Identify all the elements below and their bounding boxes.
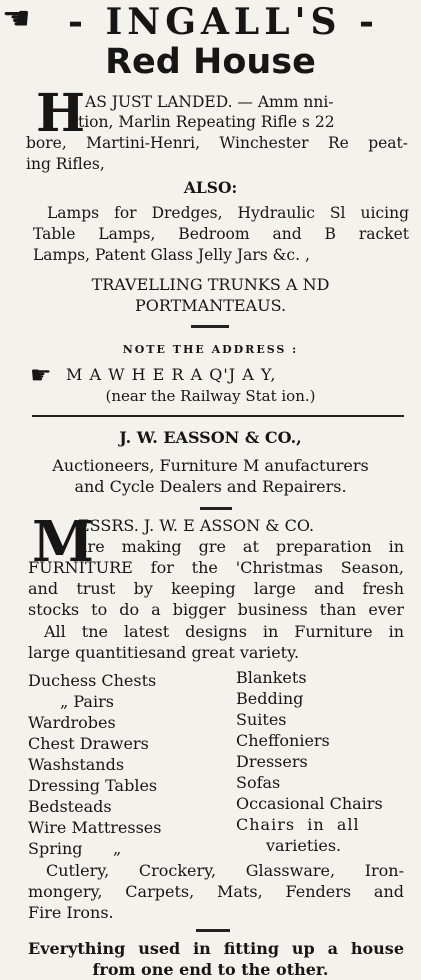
divider-short xyxy=(191,325,229,328)
lamps-line-3: Lamps, Patent Glass Jelly Jars &c. , xyxy=(33,246,310,264)
list-item: varieties. xyxy=(266,836,342,855)
trunks-line-2: PORTMANTEAUS. xyxy=(134,296,287,315)
easson-body-5: stocks to do a bigger business than ever xyxy=(28,600,404,619)
easson-body-3: FURNITURE for the 'Christmas Season, xyxy=(28,558,404,577)
easson-body-2: are making gre at preparation in xyxy=(78,537,404,556)
list-item: Wire Mattresses xyxy=(28,818,162,837)
trunks-line-1: TRAVELLING TRUNKS A ND xyxy=(91,275,330,294)
lamps-line-2: Table Lamps, Bedroom and B racket xyxy=(33,225,409,243)
list-item: „ Pairs xyxy=(60,692,114,711)
right-item-list xyxy=(236,667,411,856)
list-item: Dressers xyxy=(236,752,308,771)
cutlery-line-2: mongery, Carpets, Mats, Fenders and xyxy=(28,882,404,901)
list-item: Wardrobes xyxy=(28,713,116,732)
easson-tagline-2: and Cycle Dealers and Repairers. xyxy=(74,477,347,496)
list-item: Cheffoniers xyxy=(236,731,330,750)
pointing-hand-icon: ☛ xyxy=(30,361,52,389)
cutlery-line-3: Fire Irons. xyxy=(28,903,114,922)
list-item: Duchess Chests xyxy=(28,671,157,690)
list-item: Occasional Chairs xyxy=(236,794,383,813)
list-item: Dressing Tables xyxy=(28,776,158,795)
cutlery-line-1: Cutlery, Crockery, Glassware, Iron- xyxy=(46,861,404,880)
divider-short xyxy=(200,507,232,510)
ad-title: - INGALL'S - xyxy=(67,1,379,43)
list-item: Suites xyxy=(236,710,287,729)
footer-line-2: from one end to the other. xyxy=(92,960,329,979)
list-item: Sofas xyxy=(236,773,281,792)
address: M A W H E R A Q'J A Y, xyxy=(66,365,277,384)
note-heading: NOTE THE ADDRESS : xyxy=(122,343,299,356)
easson-body-7: large quantitiesand great variety. xyxy=(28,643,300,662)
divider-short xyxy=(196,929,230,932)
footer-line-1: Everything used in fitting up a house xyxy=(28,939,404,958)
dropcap-m: M xyxy=(32,509,94,575)
list-item: Chest Drawers xyxy=(28,734,149,753)
intro-line-1: AS JUST LANDED. — Amm nni- xyxy=(85,93,334,111)
dropcap-h: H xyxy=(36,83,86,144)
pointing-hand-icon: ☚ xyxy=(2,0,31,37)
easson-body-4: and trust by keeping large and fresh xyxy=(28,579,404,598)
also-heading: ALSO: xyxy=(183,178,238,197)
lamps-line-1: Lamps for Dredges, Hydraulic Sl uicing xyxy=(47,204,409,222)
intro-line-2: tion, Marlin Repeating Rifle s 22 xyxy=(78,113,335,131)
list-item: Chairs in all xyxy=(236,815,360,834)
section-divider xyxy=(32,415,404,417)
easson-body-6: All tne latest designs in Furniture in xyxy=(44,622,404,641)
list-item: Bedding xyxy=(236,689,304,708)
list-item: Spring „ xyxy=(28,839,122,858)
easson-body-1: ESSRS. J. W. E ASSON & CO. xyxy=(78,516,315,535)
list-item: Washstands xyxy=(28,755,125,774)
ad-subtitle: Red House xyxy=(105,42,316,82)
easson-heading: J. W. EASSON & CO., xyxy=(119,428,302,447)
list-item: Bedsteads xyxy=(28,797,112,816)
list-item: Blankets xyxy=(236,668,307,687)
left-item-list xyxy=(28,670,218,859)
address-sub: (near the Railway Stat ion.) xyxy=(105,387,316,405)
easson-tagline-1: Auctioneers, Furniture M anufacturers xyxy=(52,456,369,475)
intro-line-4: ing Rifles, xyxy=(26,155,105,173)
intro-line-3: bore, Martini-Henri, Winchester Re peat- xyxy=(26,134,408,152)
